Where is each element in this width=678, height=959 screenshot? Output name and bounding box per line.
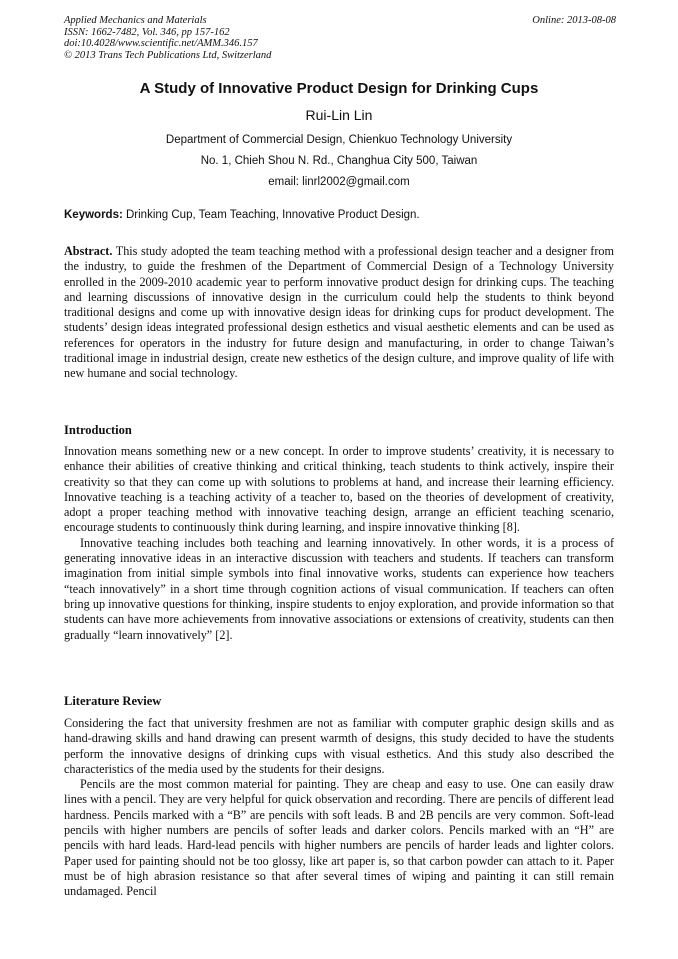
author-name: Rui-Lin Lin — [305, 107, 373, 123]
abstract — [64, 244, 614, 382]
online-date: Online: 2013-08-08 — [532, 15, 616, 26]
introduction-paragraph-1: Innovation means something new or a new concept. In order to improve students’ creativity, it is necessary to enhance their abilities of creative thinking and critical thinking, teach students to think actively, inspire their creativity so that they can come up with solutions to problems at hand, and increase their learning efficiency. Innovative teaching is a teaching activity of a teacher to, based on the theories of development of creativity, adopt a proper teaching method with innovative teaching design, arrange an efficient teaching scenario, encourage students to continuously think during learning, and inspire innovative thinking [8]. — [64, 444, 614, 535]
literature-review-heading: Literature Review — [64, 694, 162, 708]
issn-line: ISSN: 1662-7482, Vol. 346, pp 157-162 — [64, 26, 230, 38]
paper-title: A Study of Innovative Product Design for Drinking Cups — [139, 80, 539, 97]
keywords — [64, 208, 624, 222]
literature-paragraph-2: Pencils are the most common material for painting. They are cheap and easy to use. One can easily draw lines with a pencil. They are very helpful for quick observation and recording. There are pencils of different lead hardness. Pencils marked with a “B” are pencils with soft leads. B and 2B pencils are very common. Soft-lead pencils with higher numbers are pencils of softer leads and darker colors. Pencils marked with an “H” are pencils with hard leads. Hard-lead pencils with higher numbers are pencils of harder leads and lighter colors. Paper used for painting should not be too glossy, like art paper is, so that carbon powder can attach to it. Paper must be of high abrasion resistance so that after several times of wiping and painting it can still remain undamaged. Pencil — [64, 777, 614, 899]
introduction-paragraph-2: Innovative teaching includes both teaching and learning innovatively. In other words, it is a process of generating innovative ideas in an interactive discussion with teachers and students. If teachers can transform imagination from initial simple symbols into final innovative works, students can experience how teachers “teach innovatively” in a short time through cognition actions of visual communication. If teachers can often bring up innovative questions for thinking, inspire students to enjoy exploration, and provide information so that students can have more achievements from innovative associations or extensions of creativity, students can then gradually “learn innovatively” [2]. — [64, 535, 614, 642]
author-email: email: linrl2002@gmail.com — [268, 176, 410, 188]
journal-name: Applied Mechanics and Materials — [64, 15, 207, 26]
copyright-line: © 2013 Trans Tech Publications Ltd, Switzerland — [64, 49, 272, 61]
affiliation-address: No. 1, Chieh Shou N. Rd., Changhua City 500, Taiwan — [200, 155, 478, 167]
doi-line: doi:10.4028/www.scientific.net/AMM.346.157 — [64, 38, 258, 49]
affiliation-department: Department of Commercial Design, Chienkuo Technology University — [165, 134, 513, 146]
literature-review-body — [64, 716, 614, 900]
journal-header — [64, 15, 616, 61]
keywords-label: Keywords: — [64, 209, 123, 221]
introduction-body — [64, 444, 614, 643]
introduction-heading: Introduction — [64, 423, 132, 437]
abstract-label: Abstract. — [64, 244, 113, 258]
abstract-text: This study adopted the team teaching method with a professional design teacher and a designer from the industry, to guide the freshmen of the Department of Commercial Design of a Technology University enrolled in the 2009-2010 academic year to perform innovative product design for drinking cups. The teaching and learning discussions of innovative design in the curriculum could help the students to think beyond traditional designs and come up with innovative design ideas for drinking cups for product development. The students’ design ideas integrated professional design esthetics and visual aesthetic elements and can be used as references for operators in the industry for future design and manufacturing, in order to change Taiwan’s traditional image in industrial design, create new esthetics of the design culture, and improve quality of life with new humane and social technology. — [64, 244, 614, 381]
keywords-text: Drinking Cup, Team Teaching, Innovative Product Design. — [122, 209, 420, 221]
literature-paragraph-1: Considering the fact that university freshmen are not as familiar with computer graphic design skills and as hand-drawing skills and hand drawing can present warmth of designs, this study decided to have the students perform the innovative designs of drinking cups with visual esthetics. And this study also described the characteristics of the media used by the students for their designs. — [64, 716, 614, 776]
